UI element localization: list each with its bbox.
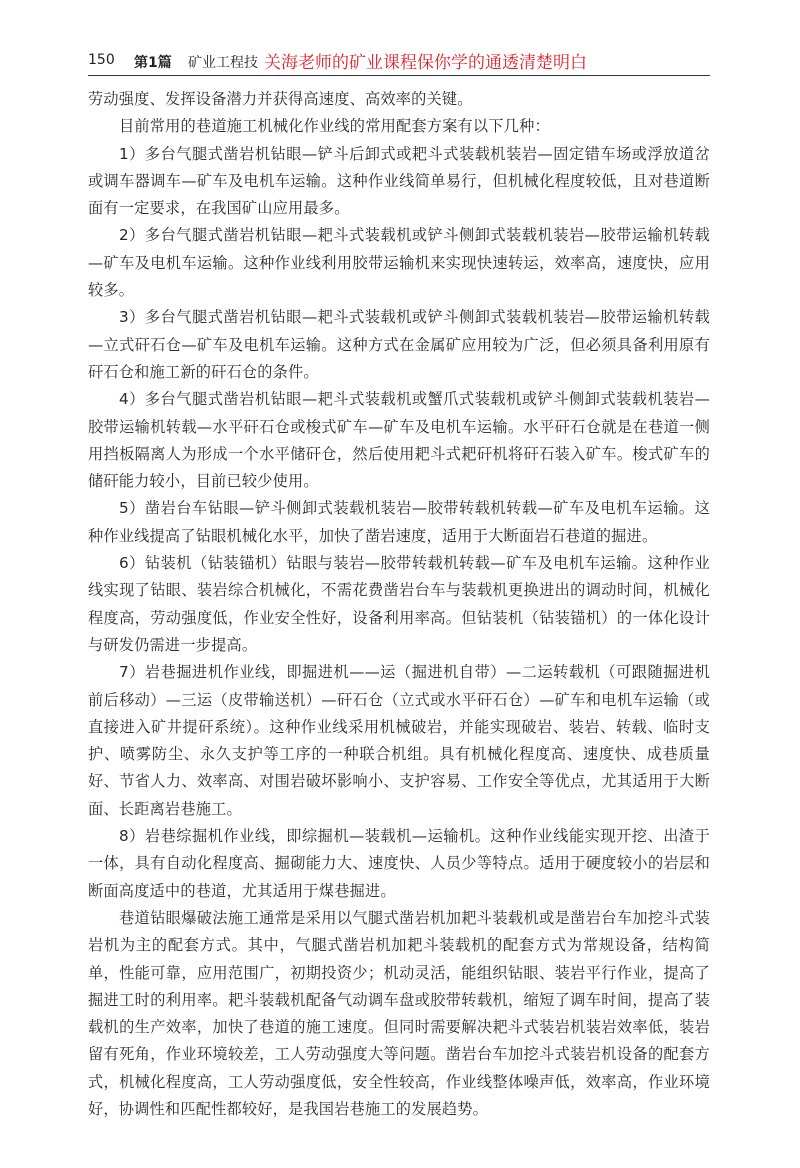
list-item-3: 3）多台气腿式凿岩机钻眼—耙斗式装载机或铲斗侧卸式装载机装岩—胶带运输机转载—立式矸石仓—矿车及电机车运输。这种方式在金属矿应用较为广泛，但必须具备利用原有矸石仓和施工新的矸石仓的条件。 xyxy=(88,308,710,381)
list-item-2: 2）多台气腿式凿岩机钻眼—耙斗式装载机或铲斗侧卸式装载机装岩—胶带运输机转载—矿车及电机车运输。这种作业线利用胶带运输机来实现快速转运，效率高，速度快，应用较多。 xyxy=(88,226,710,300)
page-number: 150 xyxy=(88,52,115,68)
paragraph: 巷道钻眼爆破法施工通常是采用以气腿式凿岩机加耙斗装载机或是凿岩台车加挖斗式装岩机为主的配套方式。其中，气腿式凿岩机加耙斗装载机的配套方式为常规设备，结构简单，性能可靠，应用范围广，初期投资少；机动灵活，能组织钻眼、装岩平行作业，提高了掘进工时的利用率。耙斗装载机配备气动调车盘或胶带转载机，缩短了调车时间，提高了装载机的生产效率，加快了巷道的施工速度。但同时需要解决耙斗式装岩机装岩效率低，装岩留有死角，作业环境较差，工人劳动强度大等问题。凿岩台车加挖斗式装岩机设备的配套方式，机械化程度高，工人劳动强度低，安全性较高，作业线整体噪声低，效率高，作业环境好，协调性和匹配性都较好，是我国岩巷施工的发展趋势。 xyxy=(88,908,710,1118)
list-item-4: 4）多台气腿式凿岩机钻眼—耙斗式装载机或蟹爪式装载机或铲斗侧卸式装载机装岩—胶带运输机转载—水平矸石仓或梭式矿车—矿车及电机车运输。水平矸石仓就是在巷道一侧用挡板隔离人为形成一个水平储矸仓，然后使用耙斗式耙矸机将矸石装入矿车。梭式矿车的储矸能力较小，目前已较少使用。 xyxy=(88,390,710,491)
paragraph: 劳动强度、发挥设备潜力并获得高速度、高效率的关键。 xyxy=(88,90,473,108)
running-header xyxy=(88,46,710,76)
list-item-7: 7）岩巷掘进机作业线，即掘进机——运（掘进机自带）—二运转载机（可跟随掘进机前后移动）—三运（皮带输送机）—矸石仓（立式或水平矸石仓）—矿车和电机车运输（或直接进入矿井提矸系统）。这种作业线采用机械破岩，并能实现破岩、装岩、转载、临时支护、喷雾防尘、永久支护等工序的一种联合机组。具有机械化程度高、速度快、成巷质量好、节省人力、效率高、对围岩破坏影响小、支护容易、工作安全等优点，尤其适用于大断面、长距离岩巷施工。 xyxy=(88,663,710,818)
list-item-1: 1）多台气腿式凿岩机钻眼—铲斗后卸式或耙斗式装载机装岩—固定错车场或浮放道岔或调车器调车—矿车及电机车运输。这种作业线简单易行，但机械化程度较低，且对巷道断面有一定要求，在我国矿山应用最多。 xyxy=(88,144,710,218)
list-item-5: 5）凿岩台车钻眼—铲斗侧卸式装载机装岩—胶带转载机转载—矿车及电机车运输。这种作业线提高了钻眼机械化水平，加快了凿岩速度，适用于大断面岩石巷道的掘进。 xyxy=(88,499,710,545)
list-item-6: 6）钻装机（钻装锚机）钻眼与装岩—胶带转载机转载—矿车及电机车运输。这种作业线实现了钻眼、装岩综合机械化，不需花费凿岩台车与装载机更换进出的调动时间，机械化程度高，劳动强度低，作业安全性好，设备利用率高。但钻装机（钻装锚机）的一体化设计与研发仍需进一步提高。 xyxy=(88,554,710,654)
body-text xyxy=(88,86,710,1123)
watermark-text: 关海老师的矿业课程保你学的通透清楚明白 xyxy=(260,48,591,73)
section-label: 第1篇 xyxy=(134,55,172,71)
chapter-title: 矿业工程技 xyxy=(188,55,258,71)
paragraph: 目前常用的巷道施工机械化作业线的常用配套方案有以下几种： xyxy=(119,117,550,136)
list-item-8: 8）岩巷综掘机作业线，即综掘机—装载机—运输机。这种作业线能实现开挖、出渣于一体，具有自动化程度高、掘砌能力大、速度快、人员少等特点。适用于硬度较小的岩层和断面高度适中的巷道，尤其适用于煤巷掘进。 xyxy=(88,827,710,900)
